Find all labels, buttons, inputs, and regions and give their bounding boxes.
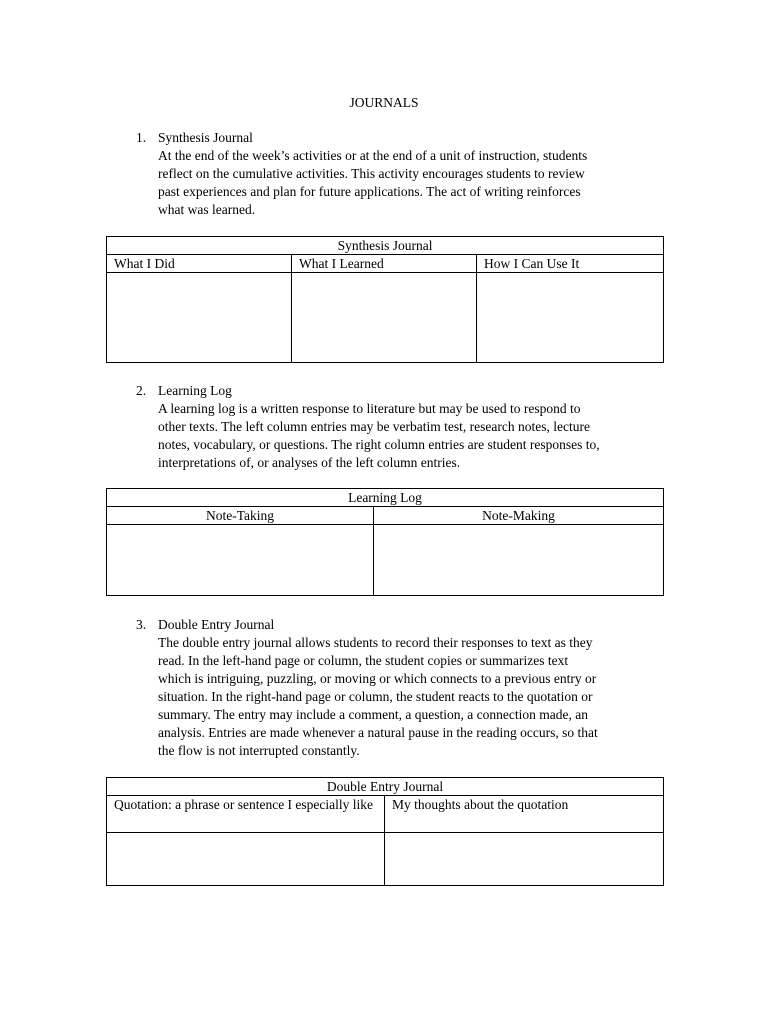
- paragraph-line: notes, vocabulary, or questions. The right column entries are student responses to,: [158, 437, 600, 452]
- column-header: Quotation: a phrase or sentence I especially like: [107, 796, 385, 833]
- section-paragraph: [158, 147, 648, 219]
- paragraph-line: what was learned.: [158, 202, 256, 217]
- paragraph-line: the flow is not interrupted constantly.: [158, 743, 360, 758]
- paragraph-line: analysis. Entries are made whenever a natural pause in the reading occurs, so that: [158, 725, 598, 740]
- column-header: Note-Making: [374, 507, 664, 525]
- paragraph-line: which is intriguing, puzzling, or moving or which connects to a previous entry or: [158, 671, 597, 686]
- paragraph-line: At the end of the week’s activities or at the end of a unit of instruction, students: [158, 148, 588, 163]
- table-caption: Double Entry Journal: [107, 778, 664, 796]
- paragraph-line: reflect on the cumulative activities. This activity encourages students to review: [158, 166, 585, 181]
- double-entry-journal-table: [106, 777, 664, 886]
- paragraph-line: past experiences and plan for future applications. The act of writing reinforces: [158, 184, 581, 199]
- section-heading: Synthesis Journal: [158, 130, 253, 145]
- column-header: What I Learned: [292, 255, 477, 273]
- synthesis-journal-table: [106, 236, 664, 363]
- entry-cell: [477, 273, 664, 363]
- paragraph-line: The double entry journal allows students to record their responses to text as they: [158, 635, 593, 650]
- entry-cell: [385, 833, 664, 886]
- section-heading: Double Entry Journal: [158, 617, 275, 632]
- learning-log-table: [106, 488, 664, 596]
- entry-cell: [374, 525, 664, 596]
- paragraph-line: other texts. The left column entries may be verbatim test, research notes, lecture: [158, 419, 590, 434]
- section-paragraph: [158, 634, 648, 760]
- section-number: 1.: [136, 130, 147, 145]
- column-header: How I Can Use It: [477, 255, 664, 273]
- section-heading: Learning Log: [158, 383, 232, 398]
- paragraph-line: read. In the left-hand page or column, the student copies or summarizes text: [158, 653, 569, 668]
- column-header: What I Did: [107, 255, 292, 273]
- section-number: 3.: [136, 617, 147, 632]
- column-header: Note-Taking: [107, 507, 374, 525]
- table-caption: Synthesis Journal: [107, 237, 664, 255]
- entry-cell: [107, 833, 385, 886]
- paragraph-line: A learning log is a written response to literature but may be used to respond to: [158, 401, 581, 416]
- paragraph-line: situation. In the right-hand page or column, the student reacts to the quotation or: [158, 689, 593, 704]
- entry-cell: [292, 273, 477, 363]
- paragraph-line: summary. The entry may include a comment, a question, a connection made, an: [158, 707, 588, 722]
- paragraph-line: interpretations of, or analyses of the left column entries.: [158, 455, 461, 470]
- entry-cell: [107, 525, 374, 596]
- table-caption: Learning Log: [107, 489, 664, 507]
- page-title: JOURNALS: [349, 95, 419, 110]
- entry-cell: [107, 273, 292, 363]
- section-paragraph: [158, 400, 648, 472]
- column-header: My thoughts about the quotation: [385, 796, 664, 833]
- section-number: 2.: [136, 383, 147, 398]
